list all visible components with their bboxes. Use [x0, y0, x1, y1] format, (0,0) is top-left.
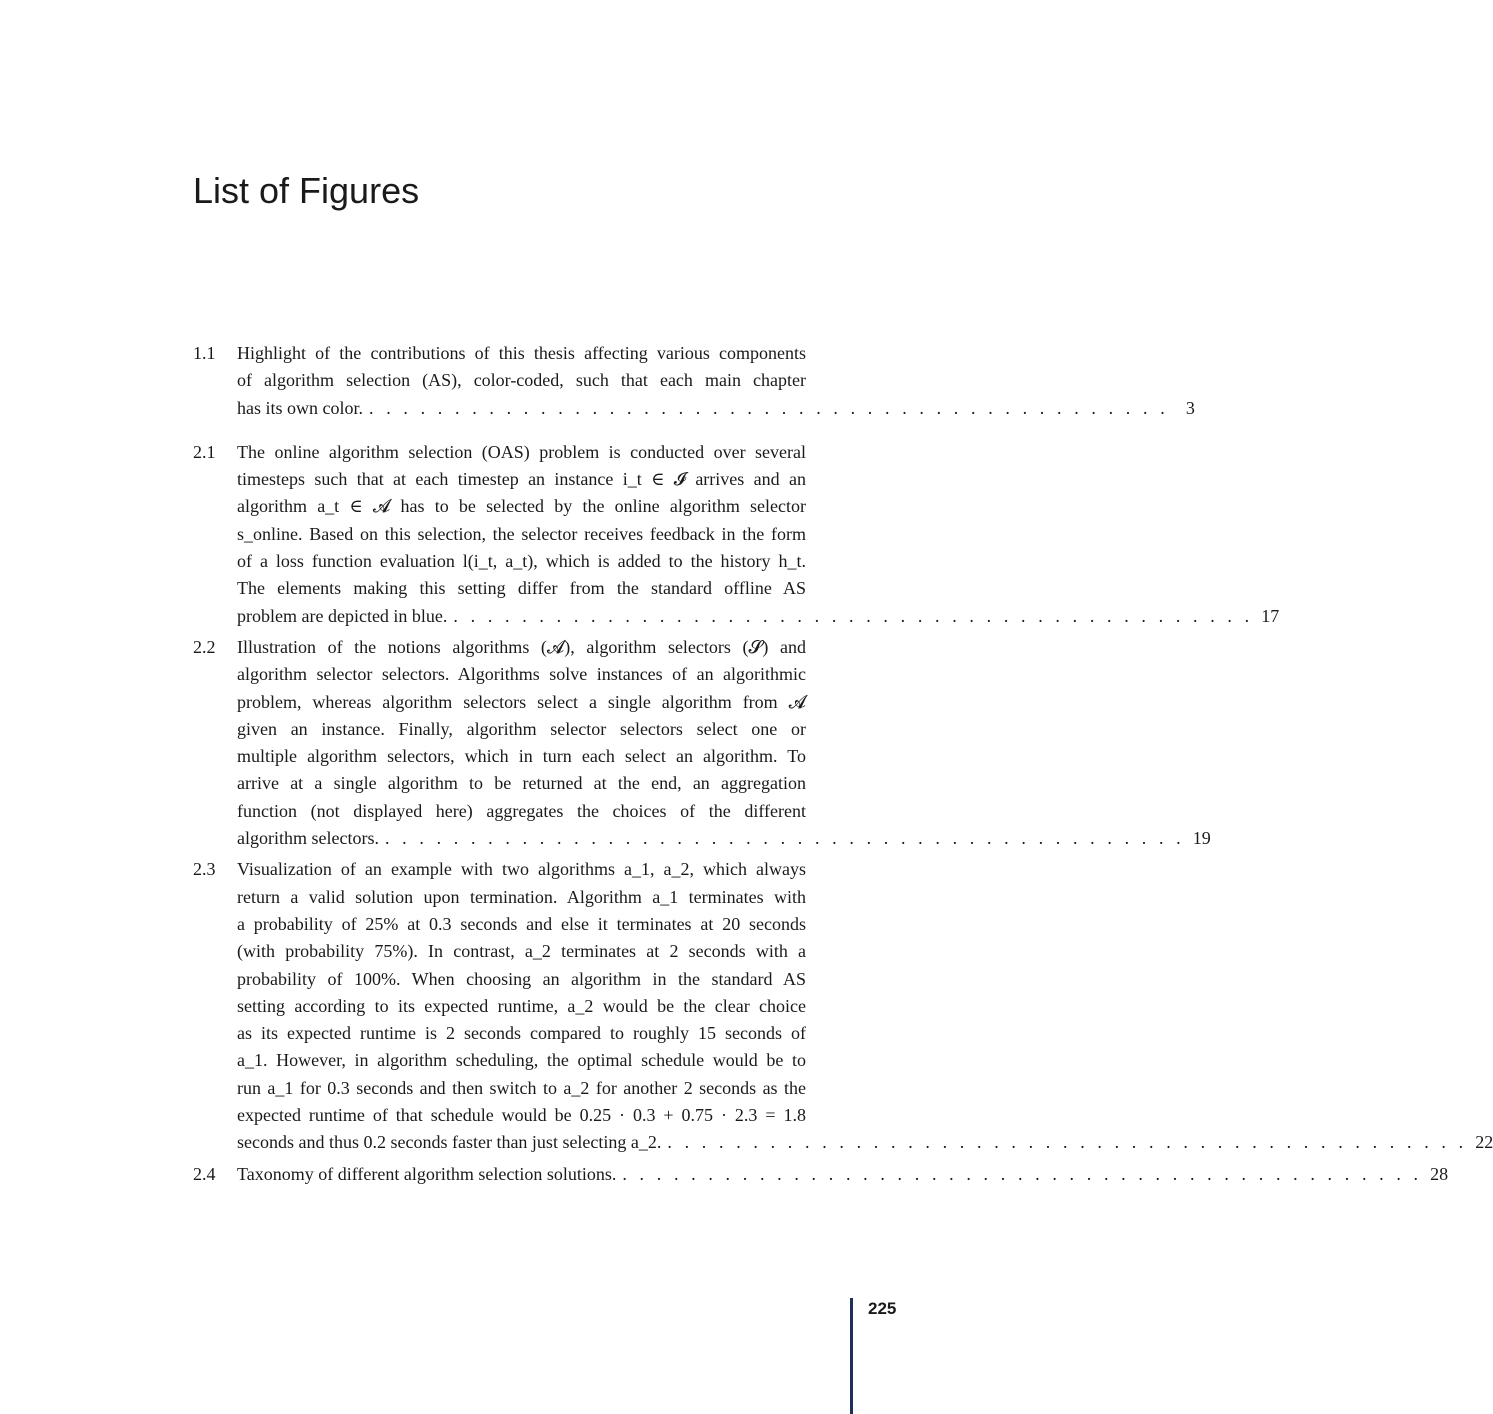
caption-line: expected runtime of that schedule would be 0.25 · 0.3 + 0.75 · 2.3 = 1.8: [237, 1105, 806, 1126]
page-ref[interactable]: 3: [1185, 397, 1195, 418]
dot-leader: . . . . . . . . . . . . . . . . . . . . . . . . . . . . . . . . . . . . . . . . . . . . . . .: [453, 605, 1254, 626]
figure-caption: [237, 340, 1195, 422]
caption-line: algorithm a_t ∈ 𝓐 has to be selected by the online algorithm selector: [237, 496, 806, 517]
caption-line: function (not displayed here) aggregates the choices of the different: [237, 800, 806, 821]
page-ref[interactable]: 28: [1430, 1163, 1449, 1184]
caption-line: Highlight of the contributions of this thesis affecting various components: [237, 343, 806, 363]
caption-line: of algorithm selection (AS), color-coded, such that each main chapter: [237, 370, 806, 391]
figure-number: 2.1: [193, 441, 216, 462]
figure-number: 1.1: [193, 343, 216, 363]
caption-line: of a loss function evaluation l(i_t, a_t), which is added to the history h_t.: [237, 551, 806, 572]
figure-number: 2.4: [193, 1163, 216, 1184]
caption-line: s_online. Based on this selection, the selector receives feedback in the form: [237, 523, 806, 544]
caption-last-line: [237, 1129, 1493, 1156]
caption-line: a probability of 25% at 0.3 seconds and else it terminates at 20 seconds: [237, 913, 806, 934]
caption-line: run a_1 for 0.3 seconds and then switch to a_2 for another 2 seconds as the: [237, 1077, 806, 1098]
caption-line: return a valid solution upon termination. Algorithm a_1 terminates with: [237, 886, 806, 907]
figure-caption: [237, 634, 1211, 852]
caption-line: Illustration of the notions algorithms (𝓐), algorithm selectors (𝓢) and: [237, 636, 806, 657]
caption-last-line: [237, 395, 1195, 422]
caption-line: problem are depicted in blue.: [237, 605, 448, 626]
caption-line: timesteps such that at each timestep an instance i_t ∈ 𝓘 arrives and an: [237, 469, 806, 490]
dot-leader: . . . . . . . . . . . . . . . . . . . . . . . . . . . . . . . . . . . . . . . . . . . . . . .: [369, 397, 1169, 418]
caption-line: problem, whereas algorithm selectors select a single algorithm from 𝓐: [237, 691, 806, 712]
page-number: 225: [868, 1299, 897, 1318]
figure-number: 2.2: [193, 636, 216, 657]
caption-last-line: [237, 1161, 1449, 1188]
caption-line: has its own color.: [237, 397, 363, 418]
figure-entry-2-4[interactable]: [193, 1161, 1449, 1188]
caption-line: (with probability 75%). In contrast, a_2 terminates at 2 seconds with a: [237, 941, 806, 962]
dot-leader: . . . . . . . . . . . . . . . . . . . . . . . . . . . . . . . . . . . . . . . . . . . . . . .: [384, 828, 1185, 849]
list-of-figures: [193, 340, 1493, 1188]
page-title: List of Figures: [193, 170, 420, 211]
figure-entry-2-3[interactable]: [193, 856, 1493, 1156]
page-margin-bar: [850, 1298, 853, 1414]
dot-leader: . . . . . . . . . . . . . . . . . . . . . . . . . . . . . . . . . . . . . . . . . . . . . . .: [667, 1132, 1468, 1153]
caption-line: arrive at a single algorithm to be returned at the end, an aggregation: [237, 773, 806, 794]
caption-line: probability of 100%. When choosing an algorithm in the standard AS: [237, 968, 806, 989]
page-ref[interactable]: 19: [1192, 828, 1211, 849]
page-ref[interactable]: 17: [1261, 605, 1280, 626]
caption-line: seconds and thus 0.2 seconds faster than just selecting a_2.: [237, 1132, 662, 1153]
caption-line: The online algorithm selection (OAS) problem is conducted over several: [237, 441, 806, 462]
page-ref[interactable]: 22: [1475, 1132, 1493, 1153]
caption-line: algorithm selectors.: [237, 828, 379, 849]
figure-entry-2-2[interactable]: [193, 634, 1211, 852]
caption-line: as its expected runtime is 2 seconds compared to roughly 15 seconds of: [237, 1023, 806, 1044]
caption-line: The elements making this setting differ from the standard offline AS: [237, 578, 806, 599]
caption-line: given an instance. Finally, algorithm selector selectors select one or: [237, 718, 806, 739]
figure-entry-1-1[interactable]: [193, 340, 1195, 422]
figure-caption: [237, 1161, 1449, 1188]
caption-last-line: [237, 603, 1280, 630]
figure-number: 2.3: [193, 859, 216, 880]
caption-line: Taxonomy of different algorithm selection solutions.: [237, 1163, 617, 1184]
caption-line: algorithm selector selectors. Algorithms solve instances of an algorithmic: [237, 664, 806, 685]
caption-last-line: [237, 825, 1211, 852]
caption-line: setting according to its expected runtime, a_2 would be the clear choice: [237, 995, 806, 1016]
figure-caption: [237, 439, 1280, 630]
figure-caption: [237, 856, 1493, 1156]
figure-entry-2-1[interactable]: [193, 439, 1280, 630]
caption-line: multiple algorithm selectors, which in turn each select an algorithm. To: [237, 746, 806, 767]
caption-line: Visualization of an example with two algorithms a_1, a_2, which always: [237, 859, 806, 880]
dot-leader: . . . . . . . . . . . . . . . . . . . . . . . . . . . . . . . . . . . . . . . . . . . . . . .: [622, 1163, 1423, 1184]
caption-line: a_1. However, in algorithm scheduling, the optimal schedule would be to: [237, 1050, 806, 1071]
